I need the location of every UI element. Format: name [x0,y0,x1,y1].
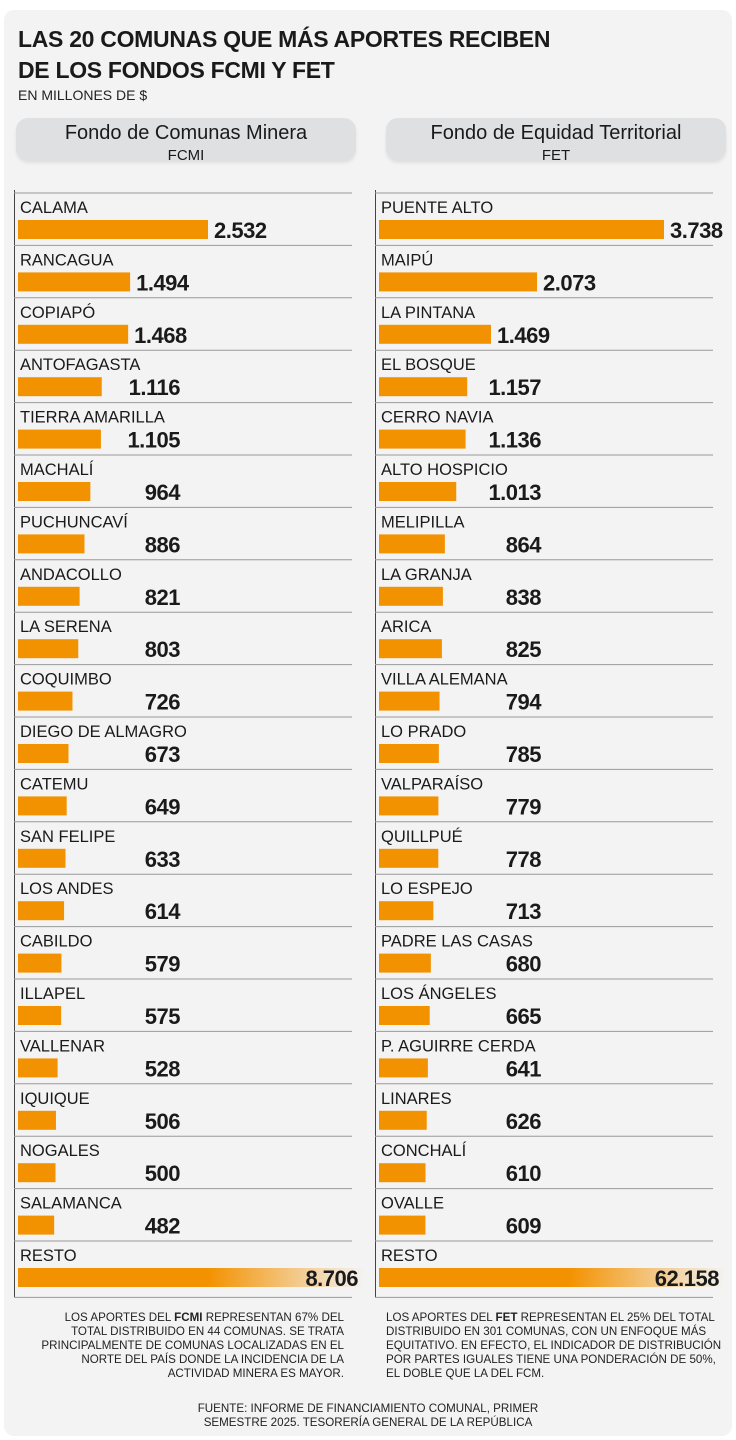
units-subtitle: EN MILLONES DE $ [18,87,148,103]
fet-category-label: LINARES [381,1089,452,1108]
fcmi-value-label: 575 [144,1004,180,1029]
fcmi-category-label: CALAMA [20,199,88,217]
fet-category-label: LO PRADO [381,723,467,741]
fcmi-category-label: IQUIQUE [20,1089,90,1108]
title-line-1: LAS 20 COMUNAS QUE MÁS APORTES RECIBEN [18,26,551,52]
fet-bar [379,325,491,344]
fet-bar [379,220,664,239]
fet-value-label: 794 [505,689,541,715]
source-credit [150,1402,586,1430]
fet-value-label: 641 [505,1056,541,1082]
fcmi-value-label: 500 [144,1161,180,1187]
fet-category-label: ALTO HOSPICIO [381,461,508,479]
title-line-2: DE LOS FONDOS FCMI Y FET [18,57,335,83]
fcmi-value-label: 614 [144,899,180,925]
fcmi-bar [18,1111,56,1130]
fcmi-value-label: 1.468 [134,322,187,348]
fet-bar [379,744,439,763]
fcmi-footnote: LOS APORTES DEL FCMI REPRESENTAN 67% DEL TOTAL DISTRIBUIDO EN 44 COMUNAS. SE TRATA PRINCIPALMENTE DE COMUNAS LOCALIZADAS EN EL NORTE DEL PAÍS DONDE LA INCIDENCIA DE LA ACTIVIDAD MINERA ES MAYOR. [41,1311,344,1380]
fet-bar [379,692,440,711]
fet-value-label: 1.157 [488,375,541,401]
fet-acronym: FET [541,147,571,164]
fcmi-bar-chart [14,190,370,1300]
fet-bar [379,430,466,449]
fcmi-value-label: 821 [144,584,180,610]
fet-value-label: 610 [505,1161,541,1187]
fet-bar-chart [375,190,731,1300]
fcmi-bar [18,849,66,868]
fcmi-category-label: DIEGO DE ALMAGRO [20,723,187,741]
fcmi-bar [18,796,67,815]
fet-bar [379,272,537,291]
fcmi-bar [18,272,130,291]
fcmi-value-label: 579 [144,951,180,977]
fet-category-label: CERRO NAVIA [381,408,494,427]
fcmi-category-label: SALAMANCA [20,1194,122,1213]
fcmi-footnote-bold: FCMI [174,1311,203,1324]
fet-bar [379,482,456,501]
fet-bar [379,534,445,553]
fet-value-label: 626 [505,1108,541,1134]
fcmi-category-label: COPIAPÓ [20,303,96,322]
fcmi-value-label: 964 [144,480,180,505]
fet-category-label: MAIPÚ [381,251,434,270]
fet-value-label: 779 [505,794,541,820]
fet-value-label: 2.073 [543,270,596,296]
fet-bar [379,1058,428,1077]
fet-value-label: 713 [505,899,541,925]
fcmi-bar [18,901,64,920]
fet-value-label: 838 [505,584,541,610]
fet-category-label: LOS ÁNGELES [381,985,497,1003]
fet-category-label: VALPARAÍSO [381,775,484,794]
fcmi-value-label: 633 [144,846,180,872]
fcmi-category-label: CABILDO [20,932,93,951]
fet-category-label: PUENTE ALTO [381,199,494,217]
fet-category-label: PADRE LAS CASAS [381,932,533,951]
fcmi-value-label: 649 [144,794,180,820]
fcmi-category-label: RESTO [20,1247,77,1265]
fcmi-value-label: 2.532 [214,218,267,243]
fet-category-label: MELIPILLA [381,513,465,532]
fcmi-bar [18,430,101,449]
fet-category-label: EL BOSQUE [381,356,476,375]
fet-value-label: 1.469 [497,322,550,348]
fet-header-tab [386,118,726,164]
fcmi-value-label: 1.105 [127,427,180,453]
fet-title: Fondo de Equidad Territorial [430,122,682,144]
fet-value-label: 1.013 [488,480,541,505]
fcmi-category-label: ANDACOLLO [20,565,122,584]
fcmi-category-label: PUCHUNCAVÍ [20,513,128,532]
fcmi-bar [18,534,84,553]
fet-value-label: 1.136 [488,427,541,453]
fet-category-label: LA GRANJA [381,565,472,584]
fcmi-bar [18,220,208,239]
fcmi-bar [18,325,128,344]
fcmi-category-label: RANCAGUA [20,251,114,270]
fcmi-category-label: MACHALÍ [20,461,94,479]
fet-bar [379,1111,427,1130]
fet-bar [379,1163,426,1182]
fcmi-header-tab [16,118,356,164]
fcmi-bar [18,377,102,396]
fet-value-label: 864 [505,532,541,558]
fet-footnote: LOS APORTES DEL FET REPRESENTAN EL 25% DEL TOTAL DISTRIBUIDO EN 301 COMUNAS, CON UN ENFOQUE MÁS EQUITATIVO. EN EFECTO, EL INDICADOR DE DISTRIBUCIÓN POR PARTES IGUALES TIENE UNA PONDERACIÓN DE 50%, EL DOBLE QUE LA DEL FCM. [386,1311,722,1380]
fet-category-label: ARICA [381,618,432,637]
fet-category-label: QUILLPUÉ [381,827,463,846]
fet-footnote-bold: FET [495,1311,518,1324]
fcmi-bar [18,1058,58,1077]
fcmi-category-label: COQUIMBO [20,670,112,689]
fcmi-value-label: 1.494 [136,270,189,296]
fcmi-value-label: 673 [144,742,180,767]
fet-value-label: 785 [505,742,541,767]
fcmi-category-label: TIERRA AMARILLA [20,408,165,427]
fcmi-value-label: 8.706 [305,1266,358,1291]
fcmi-bar [18,1006,61,1025]
fcmi-bar [18,1163,56,1182]
fcmi-value-label: 482 [144,1213,180,1239]
fcmi-value-label: 506 [144,1108,180,1134]
fet-category-label: VILLA ALEMANA [381,670,508,689]
fet-value-label: 609 [505,1213,541,1239]
fet-value-label: 62.158 [654,1266,719,1291]
fet-bar [379,901,433,920]
fcmi-bar [18,482,90,501]
fet-category-label: CONCHALÍ [381,1142,467,1161]
fcmi-bar [18,639,78,658]
source-line-1: FUENTE: INFORME DE FINANCIAMIENTO COMUNAL, PRIMER [197,1402,539,1415]
fcmi-value-label: 886 [144,532,180,558]
fet-bar [379,1006,430,1025]
fet-value-label: 3.738 [670,218,723,243]
fet-bar [379,954,431,973]
fcmi-title: Fondo de Comunas Minera [64,122,308,144]
fcmi-value-label: 726 [144,689,180,715]
fet-bar [379,587,443,606]
fet-bar [379,377,467,396]
fcmi-acronym: FCMI [167,147,205,164]
fcmi-category-label: VALLENAR [20,1037,105,1056]
fcmi-bar [18,692,72,711]
fcmi-category-label: SAN FELIPE [20,827,116,846]
fcmi-bar [18,744,69,763]
fet-bar [379,1216,425,1235]
source-line-2: SEMESTRE 2025. TESORERÍA GENERAL DE LA REPÚBLICA [203,1416,533,1429]
fet-category-label: OVALLE [381,1194,444,1213]
fet-category-label: RESTO [381,1247,438,1265]
fet-category-label: P. AGUIRRE CERDA [381,1037,536,1056]
fcmi-category-label: ANTOFAGASTA [20,356,141,375]
fet-category-label: LA PINTANA [381,303,476,322]
fcmi-bar [18,1216,54,1235]
fcmi-category-label: CATEMU [20,775,89,794]
fet-category-label: LO ESPEJO [381,880,473,899]
fcmi-category-label: ILLAPEL [20,985,86,1003]
fet-value-label: 680 [505,951,541,977]
fet-value-label: 825 [505,637,541,663]
fet-value-label: 665 [505,1004,541,1029]
fcmi-category-label: LOS ANDES [20,880,114,899]
fcmi-bar [18,954,61,973]
fcmi-value-label: 1.116 [128,375,180,401]
fet-bar [379,796,438,815]
fet-bar [379,639,442,658]
fcmi-category-label: LA SERENA [20,618,112,637]
fet-bar [379,849,438,868]
fcmi-value-label: 803 [144,637,180,663]
fcmi-bar [18,587,80,606]
fcmi-value-label: 528 [144,1056,180,1082]
fet-value-label: 778 [505,846,541,872]
fcmi-category-label: NOGALES [20,1142,100,1161]
